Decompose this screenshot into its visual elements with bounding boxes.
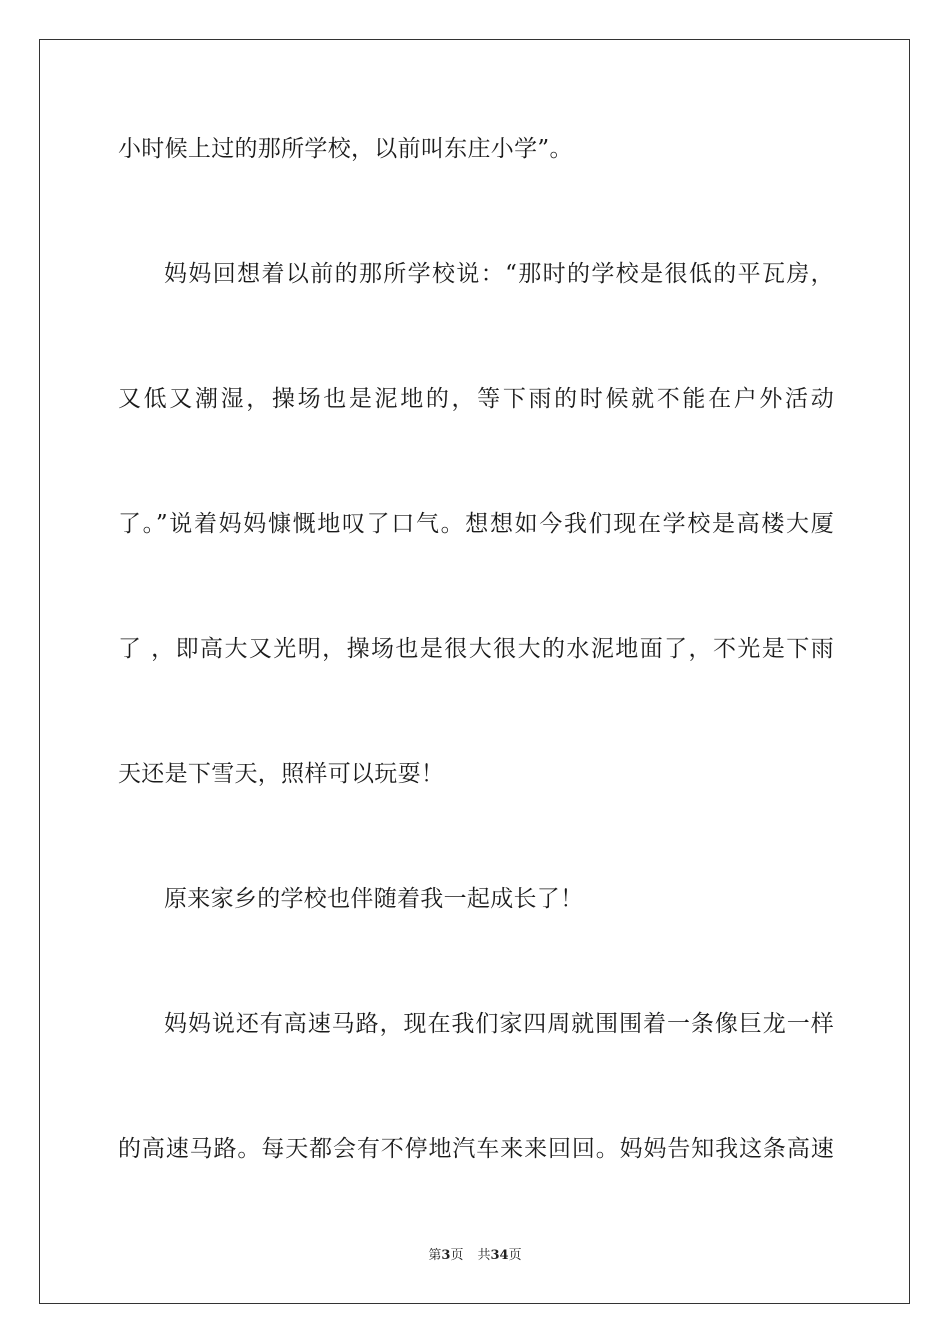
page-footer (0, 1247, 950, 1265)
total-pages: 34 (490, 1248, 509, 1263)
paragraph-line-5: 了 ，即高大又光明，操场也是很大很大的水泥地面了，不光是下雨 (118, 636, 834, 662)
paragraph-line-7: 原来家乡的学校也伴随着我一起成长了！ (164, 886, 584, 912)
paragraph-line-8: 妈妈说还有高速马路，现在我们家四周就围围着一条像巨龙一样 (164, 1011, 834, 1037)
paragraph-line-6: 天还是下雪天，照样可以玩耍！ (118, 761, 445, 787)
page-prefix: 第 (428, 1248, 442, 1263)
page-border (39, 39, 910, 1304)
page-number: 3 (441, 1248, 451, 1263)
total-prefix: 共 (477, 1248, 491, 1263)
total-suffix: 页 (508, 1248, 522, 1263)
paragraph-line-1: 小时候上过的那所学校，以前叫东庄小学”。 (118, 136, 573, 162)
paragraph-line-3: 又低又潮湿，操场也是泥地的，等下雨的时候就不能在户外活动 (118, 386, 834, 412)
paragraph-line-2: 妈妈回想着以前的那所学校说：“那时的学校是很低的平瓦房， (164, 261, 834, 287)
paragraph-line-4: 了。”说着妈妈慷慨地叹了口气。想想如今我们现在学校是高楼大厦 (118, 511, 834, 537)
page-suffix: 页 (450, 1248, 464, 1263)
paragraph-line-9: 的高速马路。每天都会有不停地汽车来来回回。妈妈告知我这条高速 (118, 1136, 834, 1162)
